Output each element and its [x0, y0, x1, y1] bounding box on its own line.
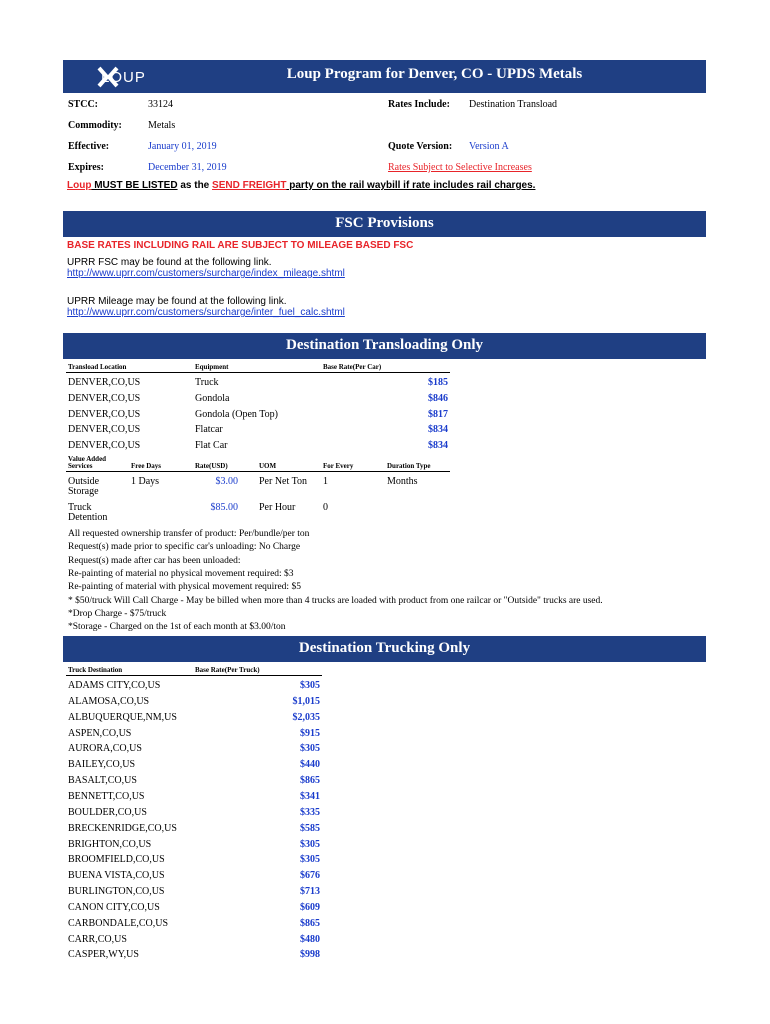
th-value-added: Value Added [68, 455, 107, 463]
service-cell-line2: Storage [68, 486, 99, 497]
rate-usd-cell: $85.00 [210, 502, 238, 513]
uom-cell: Per Net Ton [259, 476, 307, 487]
effective-label: Effective: [68, 141, 110, 152]
fsc-text: UPRR FSC may be found at the following link. [67, 257, 272, 268]
th-rate-usd: Rate(USD) [195, 462, 228, 470]
truck-rate-cell: $480 [300, 933, 320, 945]
notice-send-freight: SEND FREIGHT [212, 180, 287, 191]
th-transload-location: Transload Location [68, 363, 127, 371]
note-line: * $50/truck Will Call Charge - May be billed when more than 4 trucks are loaded with product from one railcar or "Outside" trucks are used. [68, 595, 603, 606]
commodity-label: Commodity: [68, 120, 122, 131]
trucking-banner: Destination Trucking Only [63, 636, 706, 662]
service-cell: Outside [68, 476, 100, 487]
th-uom: UOM [259, 462, 277, 470]
truck-destination-cell: ADAMS CITY,CO,US [68, 680, 161, 691]
equipment-cell: Gondola (Open Top) [195, 408, 278, 420]
transload-location-cell: DENVER,CO,US [68, 392, 141, 404]
base-rate-cell: $834 [428, 440, 448, 452]
stcc-value: 33124 [148, 99, 173, 110]
truck-rate-cell: $585 [300, 822, 320, 834]
transload-location-cell: DENVER,CO,US [68, 377, 141, 388]
free-days-cell: 1 Days [131, 476, 160, 487]
truck-rate-cell: $341 [300, 790, 320, 802]
truck-destination-cell: BRIGHTON,CO,US [68, 838, 152, 850]
base-rate-cell: $817 [428, 408, 448, 420]
truck-rate-cell: $305 [300, 743, 320, 755]
truck-destination-cell: ASPEN,CO,US [68, 727, 132, 739]
truck-rate-cell: $998 [300, 949, 320, 961]
waybill-notice [67, 180, 535, 191]
truck-rate-cell: $865 [300, 775, 320, 787]
page-title: Loup Program for Denver, CO - UPDS Metals [286, 66, 583, 82]
truck-destination-cell: CARBONDALE,CO,US [68, 917, 169, 929]
transload-location-cell: DENVER,CO,US [68, 424, 141, 436]
th-equipment: Equipment [195, 363, 229, 371]
notice-loup: Loup [67, 180, 92, 191]
note-line: *Drop Charge - $75/truck [68, 608, 167, 619]
transload-location-cell: DENVER,CO,US [68, 408, 141, 420]
quote-version-value: Version A [469, 141, 509, 152]
base-rate-cell: $834 [428, 424, 448, 436]
th-free-days: Free Days [131, 462, 161, 470]
duration-cell: Months [387, 476, 418, 487]
truck-destination-cell: BASALT,CO,US [68, 775, 137, 787]
th-services: Services [68, 462, 93, 470]
fsc-banner: FSC Provisions [63, 211, 706, 237]
service-cell: Truck [68, 502, 92, 513]
for-every-cell: 1 [323, 476, 328, 487]
truck-rate-cell: $1,015 [292, 695, 320, 707]
quote-version-label: Quote Version: [388, 141, 453, 152]
truck-rate-cell: $915 [300, 727, 320, 739]
notice-must-be-listed: MUST BE LISTED [91, 180, 178, 191]
loup-logo [67, 64, 149, 90]
rates-include-value: Destination Transload [469, 99, 558, 110]
fsc-heading: BASE RATES INCLUDING RAIL ARE SUBJECT TO MILEAGE BASED FSC [67, 240, 414, 251]
truck-rate-cell: $713 [300, 886, 320, 898]
truck-destination-cell: BENNETT,CO,US [68, 790, 145, 802]
transload-header-rule [66, 372, 450, 373]
truck-destination-cell: BRECKENRIDGE,CO,US [68, 822, 177, 834]
rate-usd-cell: $3.00 [215, 476, 238, 487]
truck-rate-cell: $609 [300, 901, 320, 913]
base-rate-cell: $846 [428, 392, 448, 404]
commodity-value: Metals [148, 120, 176, 131]
truck-rate-cell: $440 [300, 759, 320, 771]
base-rate-cell: $185 [428, 377, 448, 388]
truck-destination-cell: CANON CITY,CO,US [68, 901, 160, 913]
note-line: Request(s) made prior to specific car's unloading: No Charge [68, 542, 301, 553]
value-added-header-rule [66, 471, 450, 472]
notice-as-the: as the [177, 180, 213, 191]
truck-rate-cell: $2,035 [292, 711, 320, 723]
equipment-cell: Flatcar [195, 424, 223, 436]
th-base-rate: Base Rate(Per Car) [323, 363, 382, 371]
for-every-cell: 0 [323, 502, 328, 513]
note-line: *Storage - Charged on the 1st of each month at $3.00/ton [68, 622, 286, 633]
header-banner [63, 60, 706, 93]
th-duration-type: Duration Type [387, 462, 431, 470]
th-base-rate-per-truck: Base Rate(Per Truck) [195, 666, 260, 674]
service-cell-line2: Detention [68, 512, 108, 523]
note-line: Re-painting of material with physical movement required: $5 [68, 582, 301, 593]
note-line: Re-painting of material no physical movement required: $3 [68, 568, 294, 579]
truck-rate-cell: $305 [300, 680, 320, 691]
truck-destination-cell: BOULDER,CO,US [68, 806, 147, 818]
mileage-link[interactable]: http://www.uprr.com/customers/surcharge/inter_fuel_calc.shtml [67, 307, 345, 318]
truck-rate-cell: $676 [300, 870, 320, 882]
truck-destination-cell: CASPER,WY,US [68, 949, 139, 961]
truck-rate-cell: $335 [300, 806, 320, 818]
truck-destination-cell: ALAMOSA,CO,US [68, 695, 150, 707]
expires-value: December 31, 2019 [148, 162, 227, 173]
truck-destination-cell: CARR,CO,US [68, 933, 127, 945]
equipment-cell: Truck [195, 377, 219, 388]
uom-cell: Per Hour [259, 502, 296, 513]
truck-destination-cell: BUENA VISTA,CO,US [68, 870, 165, 882]
equipment-cell: Flat Car [195, 440, 228, 452]
truck-rate-cell: $305 [300, 854, 320, 866]
truck-destination-cell: BURLINGTON,CO,US [68, 886, 165, 898]
notice-rest: party on the rail waybill if rate includes rail charges. [286, 180, 536, 191]
mileage-text: UPRR Mileage may be found at the following link. [67, 296, 287, 307]
effective-value: January 01, 2019 [148, 141, 217, 152]
rates-include-label: Rates Include: [388, 99, 450, 110]
note-line: All requested ownership transfer of product: Per/bundle/per ton [68, 529, 310, 539]
equipment-cell: Gondola [195, 392, 230, 404]
expires-label: Expires: [68, 162, 104, 173]
truck-rate-cell: $305 [300, 838, 320, 850]
rates-subject-link[interactable]: Rates Subject to Selective Increases [388, 162, 532, 173]
logo-text: LOUP [101, 69, 146, 86]
th-truck-destination: Truck Destination [68, 666, 123, 674]
transload-location-cell: DENVER,CO,US [68, 440, 141, 452]
trucking-header-rule [66, 675, 322, 676]
stcc-label: STCC: [68, 99, 99, 110]
transloading-banner: Destination Transloading Only [63, 333, 706, 359]
truck-destination-cell: BAILEY,CO,US [68, 759, 136, 771]
truck-destination-cell: BROOMFIELD,CO,US [68, 854, 165, 866]
truck-rate-cell: $865 [300, 917, 320, 929]
truck-destination-cell: AURORA,CO,US [68, 743, 142, 755]
fsc-link[interactable]: http://www.uprr.com/customers/surcharge/index_mileage.shtml [67, 268, 345, 279]
note-line: Request(s) made after car has been unloaded: [68, 555, 241, 566]
truck-destination-cell: ALBUQUERQUE,NM,US [68, 711, 177, 723]
th-for-every: For Every [323, 462, 354, 470]
